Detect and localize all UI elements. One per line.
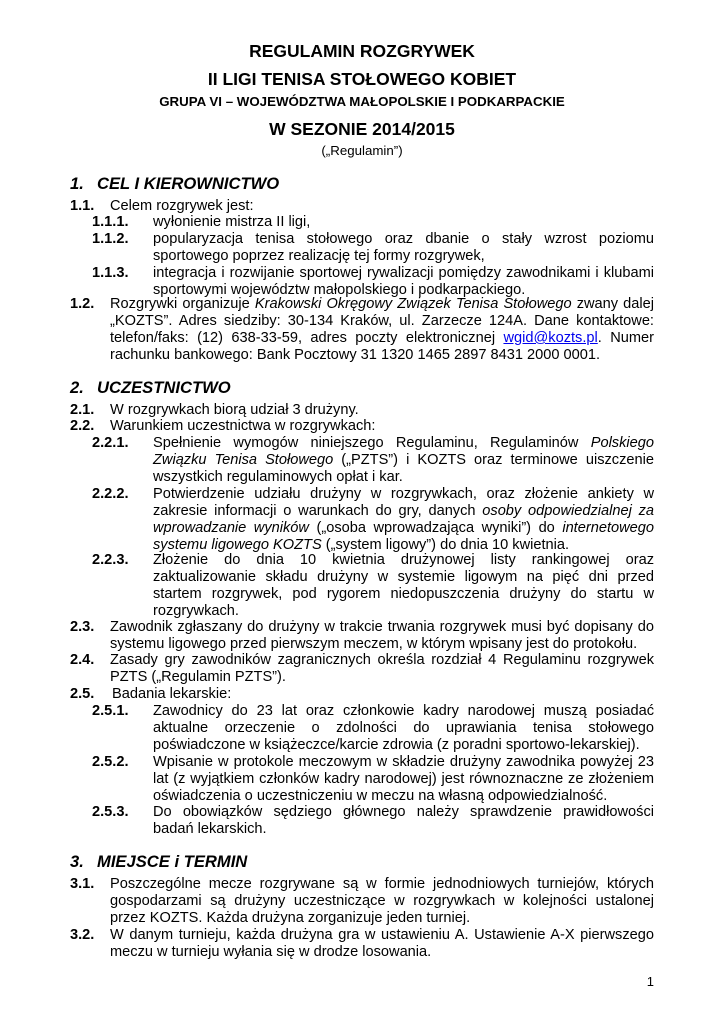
item-text-line: Rozgrywki organizuje Krakowski Okręgowy Związek Tenisa Stołowego zwany dalej <box>110 296 654 312</box>
item-text: W rozgrywkach biorą udział 3 drużyny. <box>110 402 359 418</box>
section-title: UCZESTNICTWO <box>97 378 231 397</box>
item-text-line: poświadczone w książeczce/karcie zdrowia (z poradni sportowo-lekarskiej). <box>153 737 640 753</box>
item-text-line: systemu ligowego przed pierwszym meczem, w którym wpisany jest do protokołu. <box>110 636 638 652</box>
item-text-line: zaktualizowanie składu drużyny w systemie ligowym na pięć dni przed <box>153 569 654 585</box>
doc-title-line2: II LIGI TENISA STOŁOWEGO KOBIET <box>207 69 517 89</box>
item-number: 1.1.2. <box>92 231 129 247</box>
item-2-3 <box>70 619 654 653</box>
item-text: wyłonienie mistrza II ligi, <box>153 214 311 230</box>
item-text-line: badań lekarskich. <box>153 821 267 837</box>
item-text-line: lat (z wyjątkiem członków kadry narodowej) jest równoznaczne ze złożeniem <box>153 771 654 787</box>
item-text: Warunkiem uczestnictwa w rozgrywkach: <box>110 418 376 434</box>
item-number: 2.1. <box>70 402 95 418</box>
item-number: 1.2. <box>70 296 95 312</box>
item-number: 1.1.3. <box>92 265 129 281</box>
item-text-line: Związku Tenisa Stołowego („PZTS”) i KOZTS oraz terminowe uiszczenie <box>153 452 654 468</box>
item-1-1-3 <box>92 265 654 299</box>
item-number: 2.5. <box>70 686 95 702</box>
item-2-4 <box>70 652 654 686</box>
doc-title-line1: REGULAMIN ROZGRYWEK <box>249 41 475 61</box>
item-text-line: rozgrywkach. <box>153 603 239 619</box>
item-text-line: Zasady gry zawodników zagranicznych określa rozdział 4 Regulaminu rozgrywek <box>110 652 654 668</box>
item-text-line: Do obowiązków sędziego głównego należy sprawdzenie prawidłowości <box>153 804 654 820</box>
email-link[interactable]: wgid@kozts.pl <box>503 330 598 346</box>
item-number: 1.1. <box>70 198 95 214</box>
item-text-line: wprowadzanie wyników („osoba wprowadzająca wyniki”) do internetowego <box>153 520 655 536</box>
item-text-line: oświadczenia o uczestniczeniu w meczu na własną odpowiedzialność. <box>153 788 608 804</box>
item-text-line: meczu w turnieju wyłania się w drodze losowania. <box>110 944 432 960</box>
item-1-2 <box>70 296 654 364</box>
item-number: 2.4. <box>70 652 95 668</box>
section-1-heading <box>70 174 279 193</box>
doc-group-line: GRUPA VI – WOJEWÓDZTWA MAŁOPOLSKIE I PODKARPACKIE <box>159 94 565 109</box>
item-2-5-1 <box>92 703 654 754</box>
item-number: 2.2.3. <box>92 552 129 568</box>
item-text-line: integracja i rozwijanie sportowej rywalizacji pomiędzy zawodnikami i klubami <box>153 265 654 281</box>
item-text-line: sportowymi województw małopolskiego i podkarpackiego. <box>153 282 526 298</box>
section-title: MIEJSCE i TERMIN <box>97 852 248 871</box>
item-number: 2.2.2. <box>92 486 129 502</box>
item-text: Badania lekarskie: <box>112 686 232 702</box>
item-2-2-3 <box>92 552 654 620</box>
item-3-1 <box>70 876 654 927</box>
page-number: 1 <box>646 974 654 989</box>
item-text-line: Wpisanie w protokole meczowym w składzie drużyny zawodnika powyżej 23 <box>153 754 654 770</box>
section-number: 1. <box>70 174 84 193</box>
item-text-line: gospodarzami są drużyny uczestniczące w rozgrywkach w kolejności ustalonej <box>110 893 654 909</box>
item-1-1-2 <box>92 231 654 265</box>
item-text-line: Poszczególne mecze rozgrywane są w formie jednodniowych turniejów, których <box>110 876 654 892</box>
doc-season-line: W SEZONIE 2014/2015 <box>269 119 455 139</box>
item-number: 2.2.1. <box>92 435 129 451</box>
item-text-line: Złożenie do dnia 10 kwietnia drużynowej listy rankingowej oraz <box>153 552 654 568</box>
section-number: 2. <box>70 378 84 397</box>
item-number: 2.5.1. <box>92 703 129 719</box>
item-text: Celem rozgrywek jest: <box>110 198 254 214</box>
item-text-line: zakresie informacji o warunkach do gry, danych osoby odpowiedzialnej za <box>153 503 654 519</box>
item-2-5-3 <box>92 804 654 838</box>
item-number: 3.2. <box>70 927 95 943</box>
section-title: CEL I KIEROWNICTWO <box>97 174 280 193</box>
item-3-2 <box>70 927 654 961</box>
item-text-line: sportowego poprzez realizację tej formy rozgrywek, <box>153 248 485 264</box>
item-text-line: telefon/faks: (12) 638-33-59, adres poczty elektronicznej wgid@kozts.pl. Numer <box>110 330 654 346</box>
item-text-line: przez KOZTS. Każda drużyna zorganizuje jeden turniej. <box>110 910 471 926</box>
item-text-line: PZTS („Regulamin PZTS”). <box>110 669 286 685</box>
item-text-line: systemu ligowego KOZTS („system ligowy”) do dnia 10 kwietnia. <box>153 537 570 553</box>
item-text-line: Potwierdzenie udziału drużyny w rozgrywkach, oraz złożenie ankiety w <box>153 486 654 502</box>
section-2-heading <box>70 378 231 397</box>
organizer-name: Krakowski Okręgowy Związek Tenisa Stołowego <box>254 296 572 312</box>
item-2-2-1 <box>92 435 654 486</box>
item-number: 2.5.2. <box>92 754 129 770</box>
item-text-line: Zawodnicy do 23 lat oraz członkowie kadry narodowej muszą posiadać <box>153 703 654 719</box>
item-text-line: Spełnienie wymogów niniejszego Regulaminu, Regulaminów Polskiego <box>153 435 654 451</box>
item-text-line: wszystkich regulaminowych opłat i kar. <box>153 469 403 485</box>
item-2-2-2 <box>92 486 654 554</box>
item-text-line: popularyzacja tenisa stołowego oraz dbanie o stały wzrost poziomu <box>153 231 654 247</box>
item-text-line: „KOZTS”. Adres siedziby: 30-134 Kraków, ul. Zarzecze 124A. Dane kontaktowe: <box>110 313 654 329</box>
item-number: 3.1. <box>70 876 95 892</box>
item-number: 2.5.3. <box>92 804 129 820</box>
item-text-line: rachunku bankowego: Bank Pocztowy 31 1320 1465 2897 8431 2000 0001. <box>110 347 601 363</box>
item-number: 1.1.1. <box>92 214 129 230</box>
doc-subtitle: („Regulamin”) <box>321 143 403 158</box>
item-text-line: W danym turnieju, każda drużyna gra w ustawieniu A. Ustawienie A-X pierwszego <box>110 927 654 943</box>
section-number: 3. <box>70 852 84 871</box>
item-text-line: aktualne orzeczenie o zdolności do uprawiania tenisa stołowego <box>153 720 654 736</box>
item-number: 2.2. <box>70 418 95 434</box>
item-text-line: startem rozgrywek, pod rygorem niedopuszczenia drużyny do startu w <box>153 586 654 602</box>
item-2-5-2 <box>92 754 654 805</box>
section-3-heading <box>70 852 247 871</box>
item-text-line: Zawodnik zgłaszany do drużyny w trakcie trwania rozgrywek musi być dopisany do <box>110 619 654 635</box>
item-number: 2.3. <box>70 619 95 635</box>
